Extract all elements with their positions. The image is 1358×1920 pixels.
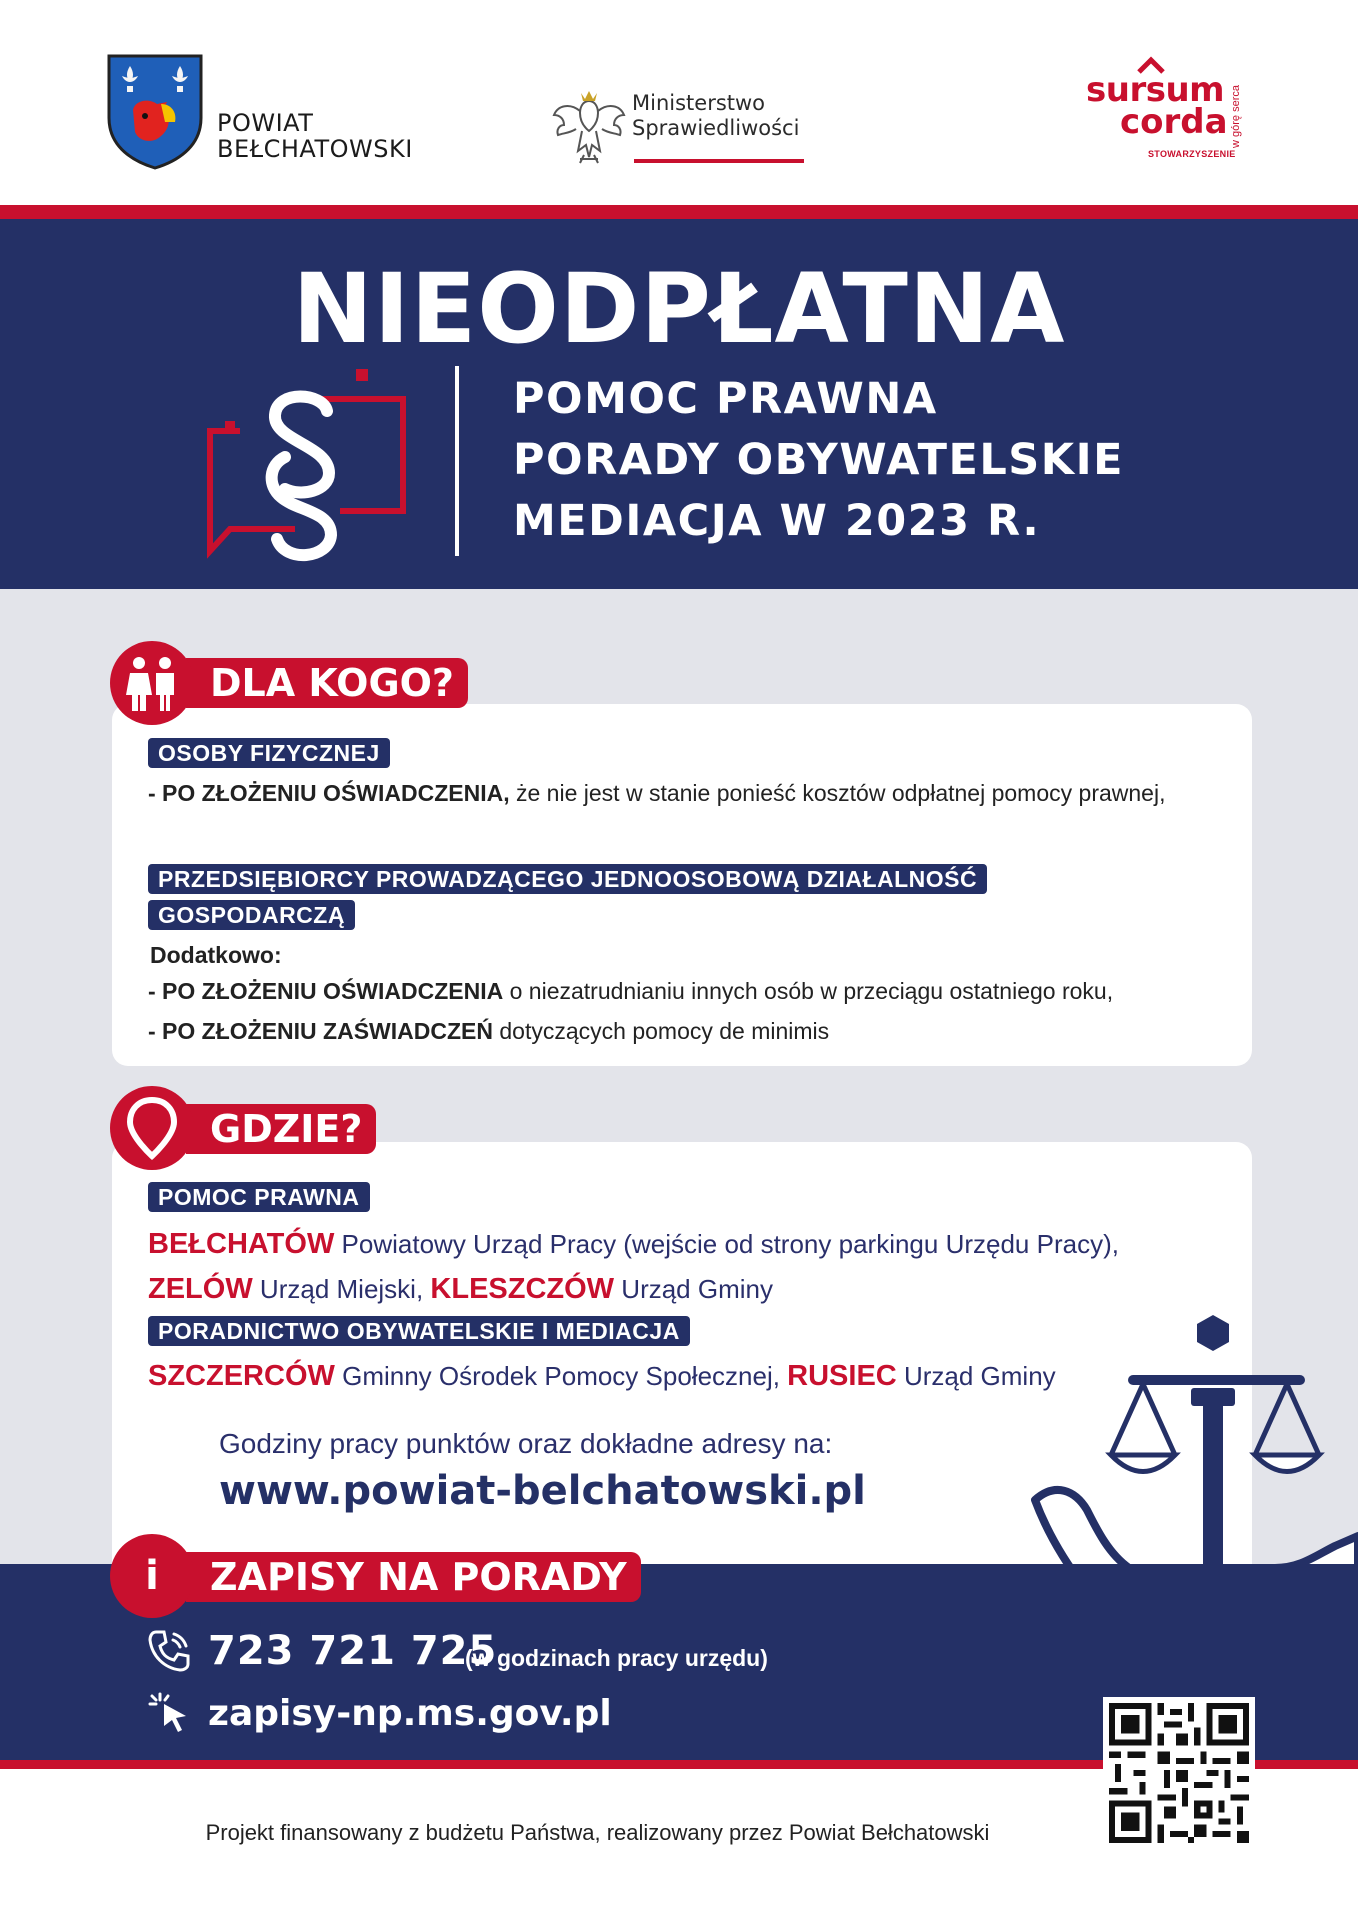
registration-heading: ZAPISY NA PORADY: [186, 1552, 641, 1602]
location-pin-icon: [110, 1086, 194, 1170]
tag-individuals: OSOBY FIZYCZNEJ: [148, 738, 390, 768]
powiat-name-line1: POWIAT: [217, 109, 314, 137]
banner-line-civic-advice: PORADY OBYWATELSKIE: [513, 435, 1124, 485]
powiat-logo: [105, 52, 435, 172]
corda-word: corda: [1120, 102, 1228, 142]
sursum-vertical-text: w górę serca: [1230, 85, 1242, 148]
sursum-corda-logo: [1080, 55, 1260, 170]
info-icon: i: [110, 1534, 194, 1618]
tag-legal-aid: POMOC PRAWNA: [148, 1182, 370, 1212]
banner-title: NIEODPŁATNA: [292, 253, 1066, 365]
ministry-logo: [550, 85, 810, 175]
tag-entrepreneur: PRZEDSIĘBIORCY PROWADZĄCEGO JEDNOOSOBOWĄ DZIAŁALNOŚĆ: [148, 864, 987, 894]
tag-civic-advice: PORADNICTWO OBYWATELSKIE I MEDIACJA: [148, 1316, 690, 1346]
sursum-word: sursum: [1086, 70, 1225, 110]
cursor-click-icon: [148, 1690, 194, 1736]
civic-advice-locations: SZCZERCÓW Gminny Ośrodek Pomocy Społecznej, RUSIEC Urząd Gminy: [148, 1360, 1056, 1392]
where-heading: GDZIE?: [186, 1104, 376, 1154]
eagle-emblem-icon: [550, 85, 628, 167]
sursum-subtitle: STOWARZYSZENIE: [1148, 149, 1236, 159]
banner-divider: [455, 366, 459, 556]
individuals-condition: - PO ZŁOŻENIU OŚWIADCZENIA, że nie jest w stanie ponieść kosztów odpłatnej pomocy prawnej,: [148, 780, 1166, 806]
entrepreneur-condition-1: - PO ZŁOŻENIU OŚWIADCZENIA o niezatrudnianiu innych osób w przeciągu ostatniego roku,: [148, 978, 1114, 1004]
banner-line-mediation: MEDIACJA W 2023 R.: [513, 496, 1041, 546]
powiat-crest-icon: [105, 52, 205, 170]
website-link[interactable]: www.powiat-belchatowski.pl: [219, 1468, 866, 1514]
powiat-name-line2: BEŁCHATOWSKI: [217, 135, 413, 163]
phone-icon: [146, 1628, 192, 1674]
paragraph-speech-bubbles-icon: [205, 361, 410, 571]
ministry-name-line2: Sprawiedliwości: [632, 116, 800, 140]
phone-hours-note: (w godzinach pracy urzędu): [465, 1645, 768, 1671]
people-icon: [110, 641, 194, 725]
for-whom-card: [112, 704, 1252, 1066]
tag-entrepreneur-cont: GOSPODARCZĄ: [148, 900, 355, 930]
funding-footer: Projekt finansowany z budżetu Państwa, realizowany przez Powiat Bełchatowski: [205, 1820, 990, 1845]
banner-line-legal-aid: POMOC PRAWNA: [513, 374, 938, 424]
banner-top-stripe: [0, 205, 1358, 219]
ministry-name-line1: Ministerstwo: [632, 91, 766, 115]
title-banner: [0, 219, 1358, 589]
hours-note: Godziny pracy punktów oraz dokładne adresy na:: [219, 1428, 833, 1459]
legal-aid-locations: BEŁCHATÓW Powiatowy Urząd Pracy (wejście od strony parkingu Urzędu Pracy), ZELÓW Urząd Miejski, KLESZCZÓW Urząd Gminy: [148, 1228, 1119, 1305]
additionally-label: Dodatkowo:: [150, 942, 282, 968]
phone-number[interactable]: 723 721 725: [208, 1628, 498, 1674]
entrepreneur-condition-2: - PO ZŁOŻENIU ZAŚWIADCZEŃ dotyczących pomocy de minimis: [148, 1018, 830, 1044]
ministry-underline: [634, 159, 804, 163]
registration-website[interactable]: zapisy-np.ms.gov.pl: [208, 1693, 612, 1734]
for-whom-heading: DLA KOGO?: [186, 658, 468, 708]
